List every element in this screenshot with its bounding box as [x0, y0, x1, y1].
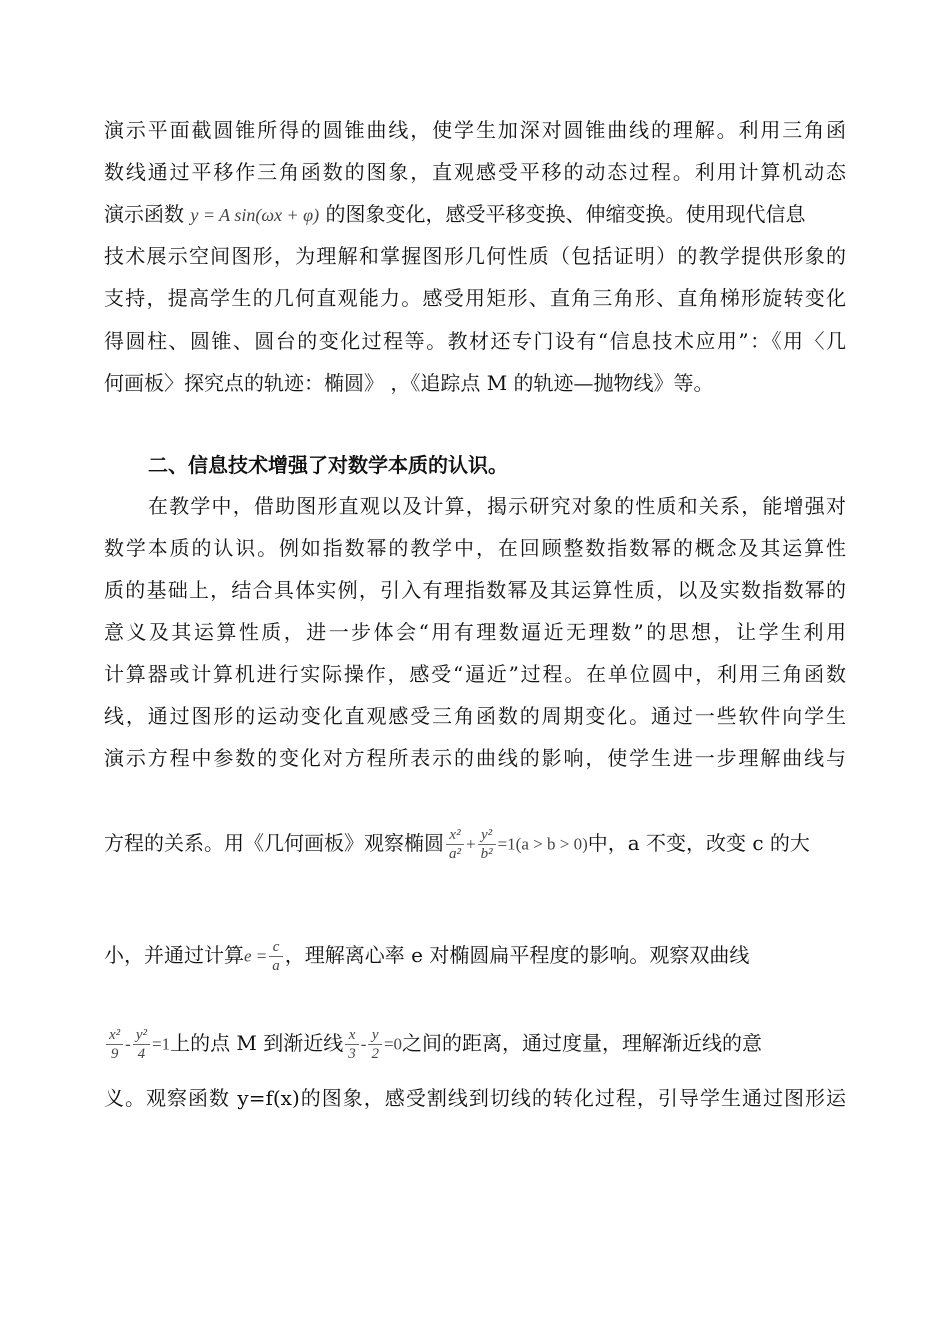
fraction-numerator: x²: [106, 1026, 123, 1045]
fraction-numerator: x²: [446, 826, 464, 845]
fraction-denominator: 2: [371, 1046, 379, 1062]
text-segment: ，理解离心率 e 对椭圆扁平程度的影响。观察双曲线: [284, 943, 750, 967]
hyperbola-fraction-x: [106, 1026, 123, 1063]
sine-function-formula: y = A sin(ωx + φ): [190, 205, 320, 225]
text-segment: 小，并通过计算: [104, 943, 244, 967]
text-segment: 方程的关系。用《几何画板》观察椭圆: [104, 831, 444, 855]
hyperbola-equation-rhs: =1: [151, 1034, 171, 1054]
fraction-denominator: 3: [348, 1046, 356, 1062]
paragraph-1-line-4: 技术展示空间图形，为理解和掌握图形几何性质（包括证明）的教学提供形象的: [104, 244, 846, 268]
text-segment: 中，a 不变，改变 c 的大: [587, 831, 810, 855]
fraction-numerator: y²: [133, 1026, 150, 1045]
fraction-denominator: b²: [480, 846, 493, 862]
paragraph-1-line-2: 数线通过平移作三角函数的图象，直观感受平移的动态过程。利用计算机动态: [104, 160, 846, 184]
fraction-numerator: y: [368, 1026, 382, 1045]
paragraph-1-line-3: [104, 201, 846, 228]
plus-sign: +: [466, 834, 476, 854]
paragraph-1-line-1: 演示平面截圆锥所得的圆锥曲线，使学生加深对圆锥曲线的理解。利用三角函: [104, 118, 846, 142]
asymptote-fraction-x: [345, 1026, 359, 1063]
fraction-denominator: a: [272, 958, 280, 974]
eccentricity-lhs: e =: [244, 946, 268, 966]
text-segment: 之间的距离，通过度量，理解渐近线的意: [402, 1031, 763, 1055]
ellipse-fraction-y: [478, 826, 496, 863]
paragraph-1-line-5: 支持，提高学生的几何直观能力。感受用矩形、直角三角形、直角梯形旋转变化: [104, 286, 846, 310]
paragraph-2-line-3: 质的基础上，结合具体实例，引入有理指数幂及其运算性质，以及实数指数幂的: [104, 578, 846, 602]
ellipse-equation-rhs: =1(a > b > 0): [497, 834, 588, 854]
minus-sign: -: [125, 1034, 131, 1054]
paragraph-2-line-10: [104, 1008, 846, 1078]
fraction-numerator: c: [269, 938, 283, 957]
fraction-denominator: 9: [110, 1046, 119, 1062]
paragraph-2-line-1: 在教学中，借助图形直观以及计算，揭示研究对象的性质和关系，能增强对: [148, 494, 846, 518]
paragraph-2-line-11: 义。观察函数 y=f(x)的图象，感受割线到切线的转化过程，引导学生通过图形运: [104, 1086, 846, 1110]
text-segment: 的图象变化，感受平移变换、伸缩变换。使用现代信息: [325, 202, 806, 226]
paragraph-2-line-5: 计算器或计算机进行实际操作，感受“逼近”过程。在单位圆中，利用三角函数: [104, 662, 846, 686]
eccentricity-fraction: [269, 938, 283, 975]
fraction-numerator: y²: [478, 826, 496, 845]
paragraph-2-line-9: [104, 920, 846, 990]
section-heading: 二、信息技术增强了对数学本质的认识。: [148, 453, 508, 477]
ellipse-fraction-x: [446, 826, 464, 863]
paragraph-2-line-2: 数学本质的认识。例如指数幂的教学中，在回顾整数指数幂的概念及其运算性: [104, 536, 846, 560]
text-segment: 上的点 M 到渐近线: [170, 1031, 344, 1055]
fraction-numerator: x: [345, 1026, 359, 1045]
paragraph-2-line-4: 意义及其运算性质，进一步体会“用有理数逼近无理数”的思想，让学生利用: [104, 620, 846, 644]
asymptote-equation-rhs: =0: [383, 1034, 403, 1054]
paragraph-2-line-7: 演示方程中参数的变化对方程所表示的曲线的影响，使学生进一步理解曲线与: [104, 746, 846, 770]
paragraph-1-line-7: 何画板〉探究点的轨迹：椭圆》 ，《追踪点 M 的轨迹—抛物线》等。: [104, 371, 714, 395]
fraction-denominator: 4: [137, 1046, 146, 1062]
paragraph-2-line-8: [104, 808, 846, 878]
asymptote-fraction-y: [368, 1026, 382, 1063]
paragraph-1-line-6: 得圆柱、圆锥、圆台的变化过程等。教材还专门设有“信息技术应用”：《用〈几: [104, 329, 846, 353]
minus-sign: -: [360, 1034, 367, 1054]
fraction-denominator: a²: [449, 846, 461, 862]
text-segment: 演示函数: [104, 202, 184, 226]
hyperbola-fraction-y: [133, 1026, 150, 1063]
paragraph-2-line-6: 线，通过图形的运动变化直观感受三角函数的周期变化。通过一些软件向学生: [104, 704, 846, 728]
